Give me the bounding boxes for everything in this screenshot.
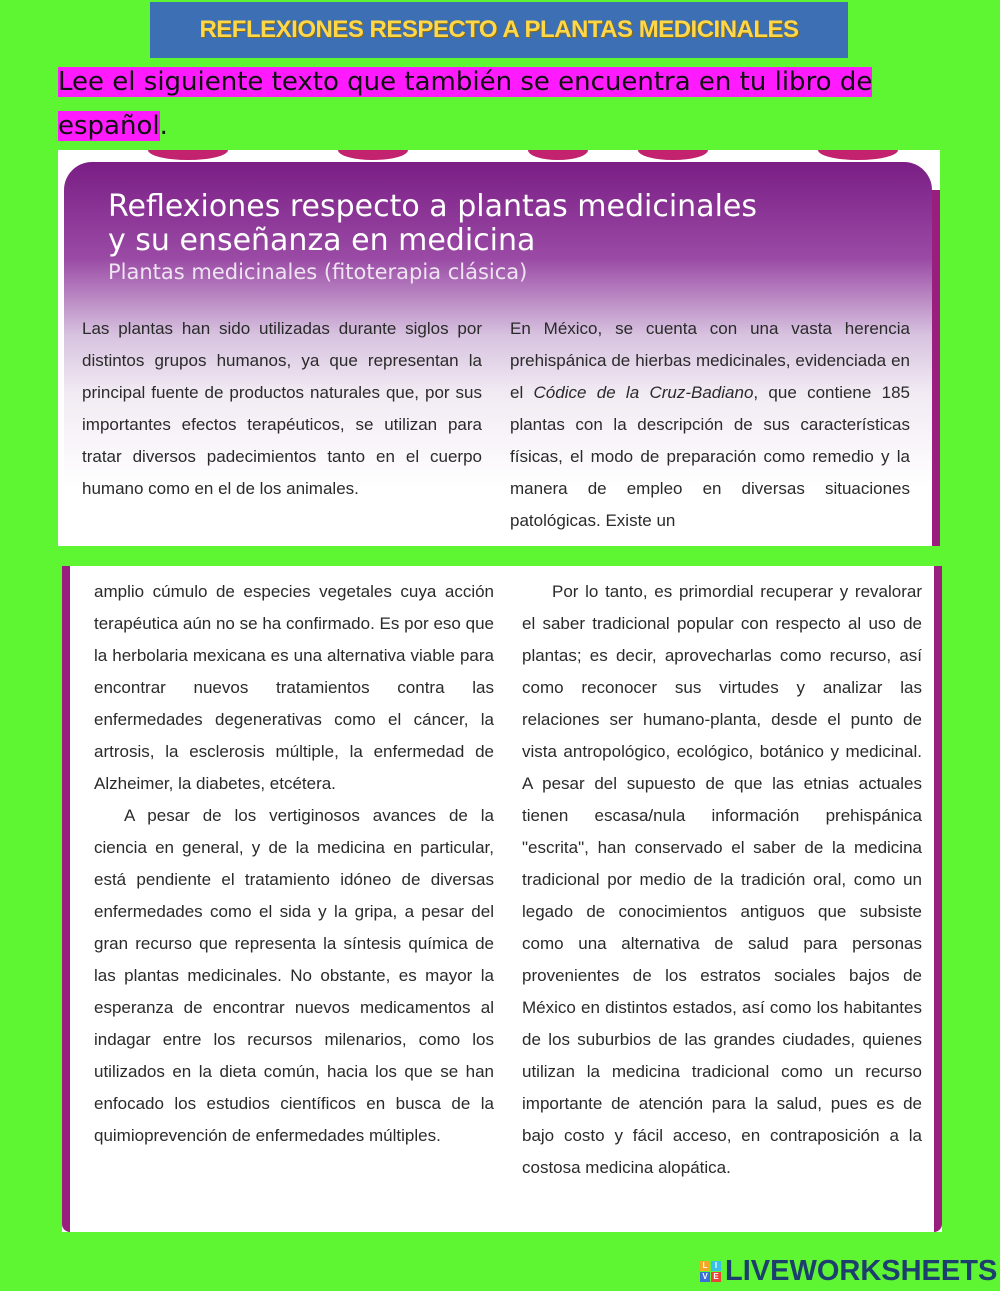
paragraph: A pesar de los vertiginosos avances de la ciencia en general, y de la medicina en particular, está pendiente el tratamiento idóneo de diversas enfermedades como el sida y la gripa, a pesar del gran recurso que representa la síntesis química de las plantas medicinales. No obstante, es mayor la esperanza de encontrar nuevos medicamentos al indagar entre los recursos milenarios, como los utilizados en la dieta común, hacia los que se han enfocado los estudios científicos en busca de la quimioprevención de enfermedades múltiples.: [94, 806, 494, 1145]
article-panel-bottom: [62, 566, 942, 1232]
instruction-line2: español: [58, 111, 160, 141]
codex-title: Códice de la Cruz-Badiano: [533, 383, 754, 402]
column-left: [94, 576, 494, 1184]
instruction-line1: Lee el siguiente texto que también se encuentra en tu libro de: [58, 67, 873, 97]
instruction-text: [58, 60, 938, 148]
live-blocks-icon: L I V E: [700, 1261, 721, 1282]
purple-side-bar-right: [934, 566, 942, 1232]
logo-text: LIVEWORKSHEETS: [725, 1255, 998, 1287]
purple-side-bar: [932, 190, 940, 546]
article-title: Reflexiones respecto a plantas medicinales y su enseñanza en medicina: [108, 189, 757, 258]
article-subtitle: Plantas medicinales (fitoterapia clásica): [108, 260, 528, 284]
article-panel-top: [58, 150, 940, 546]
paragraph: Las plantas han sido utilizadas durante siglos por distintos grupos humanos, ya que representan la principal fuente de productos naturales que, por sus importantes efectos terapéuticos, se utilizan para tratar diversos padecimientos tanto en el cuerpo humano como en el de los animales.: [82, 319, 482, 498]
title-banner: [150, 2, 848, 58]
liveworksheets-logo: [700, 1255, 997, 1288]
banner-title: REFLEXIONES RESPECTO A PLANTAS MEDICINALES: [199, 16, 799, 43]
paragraph: Por lo tanto, es primordial recuperar y revalorar el saber tradicional popular con respecto al uso de plantas; es decir, aprovecharlas como recurso, así como reconocer sus virtudes y analizar las relaciones ser humano-planta, desde el punto de vista antropológico, ecológico, botánico y medicinal. A pesar del supuesto de que las etnias actuales tienen escasa/nula información prehispánica "escrita", han conservado el saber de la medicina tradicional por medio de la tradición oral, como un legado de conocimientos antiguos que subsiste como una alternativa de salud para personas provenientes de los estratos sociales bajos de México en distintos estados, así como los habitantes de los suburbios de las grandes ciudades, quienes utilizan la medicina tradicional como un recurso importante de atención para la salud, pues es de bajo costo y fácil acceso, en contraposición a la costosa medicina alopática.: [522, 582, 922, 1177]
column-right: [510, 313, 910, 537]
purple-side-bar-left: [62, 566, 70, 1232]
article-columns-part2: [94, 576, 922, 1184]
paragraph: En México, se cuenta con una vasta herencia prehispánica de hierbas medicinales, evidenciada en el Códice de la Cruz-Badiano, que contiene 185 plantas con la descripción de sus características físicas, el modo de preparación como remedio y la manera de empleo en diversas situaciones patológicas. Existe un: [510, 319, 910, 530]
article-columns-part1: [82, 313, 910, 537]
paragraph: amplio cúmulo de especies vegetales cuya acción terapéutica aún no se ha confirmado. Es por eso que la herbolaria mexicana es una alternativa viable para encontrar nuevos tratamientos contra las enfermedades degenerativas como el cáncer, la artrosis, la esclerosis múltiple, la enfermedad de Alzheimer, la diabetes, etcétera.: [94, 582, 494, 793]
column-right: [522, 576, 922, 1184]
column-left: [82, 313, 482, 537]
instruction-period: .: [159, 111, 168, 141]
